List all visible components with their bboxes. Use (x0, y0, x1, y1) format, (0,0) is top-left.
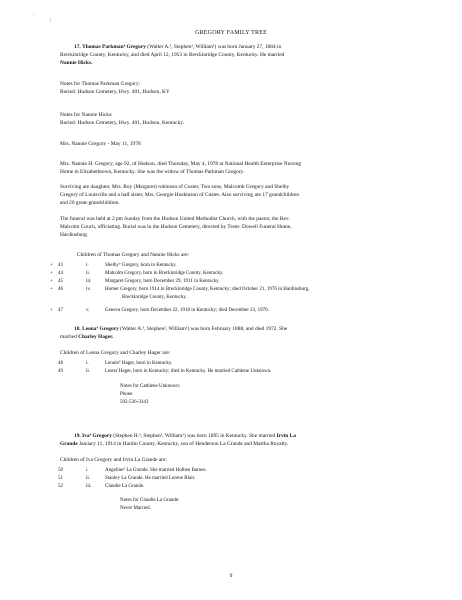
child-number: 51 (58, 476, 63, 481)
section-19-marriage: January 11, 1914 in Hardin County, Kentucky, son of Henderson La Grande and Martha Royalty. (79, 441, 289, 447)
obit-p2-l3: and 20 great-grandchildren. (60, 200, 120, 206)
child-text: Angeline⁵ La Grande. She married Holben Barnes. (105, 468, 207, 473)
section-19-name: Iva⁴ Gregory (82, 433, 112, 439)
child-ordinal: i. (86, 361, 89, 366)
child-number: 52 (58, 484, 63, 489)
section-18-number: 18. (74, 326, 81, 332)
section-19-parents: (Stephen H.³, Stephen², William¹) was born 1895 in Kentucky. She married (113, 433, 276, 439)
child-text: Shelby⁵ Gregory, born in Kentucky. (105, 263, 177, 268)
section-17-line2: Breckinridge County, Kentucky, and died April 12, 1953 in Breckinridge County, Kentucky. He married (60, 52, 285, 58)
list-item (50, 262, 420, 270)
child-ordinal: i. (86, 263, 89, 268)
obit-p3-l1: The funeral was held at 2 pm Sunday from the Hudson United Methodist Church, with the pastor, the Rev. (60, 216, 290, 222)
list-item (50, 278, 420, 286)
child-number: 44 (58, 271, 63, 276)
list-item (50, 475, 420, 483)
obit-p3-l3: Hardinsburg. (60, 232, 89, 238)
obit-p2-l2: Gregory of Louisville and a half sister, Mrs. Georgie Hoskinson of Custer. Also surviving are 17 grandchildren (60, 192, 300, 198)
scan-mark: ' (33, 14, 34, 19)
child-text: Margaret Gregory, born December 29, 1911 in Kentucky. (105, 279, 220, 284)
section-17-heading (60, 44, 420, 52)
section-19-spouse-first: Irvin La (276, 433, 296, 439)
children-17-title: Children of Thomas Gregory and Nannie Hicks are: (77, 252, 190, 258)
descendant-marker: + (50, 308, 53, 313)
list-item (50, 270, 420, 278)
notes-thomas-title: Notes for Thomas Parkman Gregory: (60, 81, 141, 87)
children-18-title: Children of Leona Gregory and Charley Hager are: (60, 350, 171, 356)
section-19-number: 19. (74, 433, 81, 439)
notes-nannie-title: Notes for Nannie Hicks: (60, 112, 113, 118)
section-17-name: Thomas Parkman⁴ Gregory (82, 44, 146, 50)
child-text: Stanley La Grande. He married Lorene Blair. (105, 476, 196, 481)
obit-p3-l2: Malcolm Couch, officiating. Burial was in the Hudson Cemetery, directed by Trent- Dowell Funeral Home, (60, 224, 292, 230)
list-item (50, 368, 420, 376)
descendant-marker: + (50, 271, 53, 276)
list-item (50, 483, 420, 491)
child-number: 47 (58, 308, 63, 313)
obit-p1-l1: Mrs. Nannie H. Gregory, age 92, of Hudson, died Thursday, May 4, 1978 at National Health Enterprise Nursing (60, 161, 302, 167)
child-text: Claudie La Grande. (105, 484, 145, 489)
section-17-spouse: Nannie Hicks. (60, 60, 93, 66)
scan-mark-2: | (50, 18, 52, 23)
section-18-spouse: Charley Hager. (78, 334, 114, 340)
descendant-marker: + (50, 263, 53, 268)
obit-p2-l1: Surviving are daughter, Mrs. Roy (Margaret) robinson of Custer, Two sons, Malcomb Gregory and Shelby (60, 184, 290, 190)
notes-cathlene-l2: 502-536-3343 (120, 400, 149, 405)
child-text: Geneva Gregory, born December 22, 1918 in Kentucky; died December 23, 1970. (105, 308, 269, 313)
section-18-heading (60, 326, 420, 334)
child-number: 49 (58, 369, 63, 374)
section-17-parents: (Walter A.³, Stephen², William¹) was born January 27, 1884 in (147, 44, 282, 50)
descendant-marker: + (50, 279, 53, 284)
child-ordinal: ii. (86, 271, 91, 276)
child-text: Homer Gregory, born 1914 in Breckinridge County, Kentucky; died October 21, 1976 in Hardinsburg, (105, 287, 310, 292)
child-ordinal: iv. (86, 287, 91, 292)
child-number: 45 (58, 279, 63, 284)
notes-claudie-title: Notes for Claudie La Grande: (120, 498, 180, 503)
notes-thomas-buried: Buried: Hudson Cemetery, Hwy. 401, Hudson, KY (60, 89, 170, 95)
child-ordinal: iii. (86, 279, 92, 284)
child-ordinal: ii. (86, 476, 91, 481)
section-18-line2 (60, 334, 420, 342)
child-number: 50 (58, 468, 63, 473)
child-number: 43 (58, 263, 63, 268)
child-ordinal: v. (86, 308, 90, 313)
child-number: 48 (58, 361, 63, 366)
section-19-spouse-last: Grande (60, 441, 78, 447)
section-19-line2 (60, 441, 420, 449)
section-18-parents: (Walter A.³, Stephen², William¹) was born February 1888, and died 1972. She (120, 326, 288, 332)
child-ordinal: ii. (86, 369, 91, 374)
child-text: Malcolm Gregory, born in Breckinridge County, Kentucky. (105, 271, 224, 276)
descendant-marker: + (50, 287, 53, 292)
section-18-married: married (60, 334, 77, 340)
list-item (50, 467, 420, 475)
list-item (50, 360, 420, 368)
child-text: Lennie⁵ Hager, born in Kentucky. (105, 361, 173, 366)
notes-claudie-l1: Never Married. (120, 506, 151, 511)
child-ordinal: i. (86, 468, 89, 473)
child-number: 46 (58, 287, 63, 292)
section-18-name: Leona⁴ Gregory (82, 326, 119, 332)
page-number: 9 (229, 573, 233, 579)
child-text: Lester Hager, born in Kentucky; died in Kentucky. He married Cathlene Unknown. (105, 369, 272, 374)
child-text-continued: Breckinridge County, Kentucky. (122, 295, 187, 300)
notes-cathlene-l1: Phone (120, 392, 133, 397)
page-header: GREGORY FAMILY TREE (195, 30, 267, 36)
obit-heading: Mrs. Nannie Gregory - May 11, 1978 (60, 141, 141, 147)
child-ordinal: iii. (86, 484, 92, 489)
notes-cathlene-title: Notes for Cathlene Unknown: (120, 384, 181, 389)
children-19-title: Children of Iva Gregory and Irvin La Grande are: (60, 457, 167, 463)
list-item (50, 307, 420, 315)
obit-p1-l2: Home in Elizabethtown, Kentucky. She was the widow of Thomas Parkman Gregory. (60, 169, 245, 175)
list-item (50, 286, 420, 294)
notes-nannie-buried: Buried: Hudson Cemetery, Hwy. 401, Hudson, Kentucky. (60, 120, 184, 126)
section-17-number: 17. (74, 44, 81, 50)
section-19-heading (60, 433, 420, 441)
